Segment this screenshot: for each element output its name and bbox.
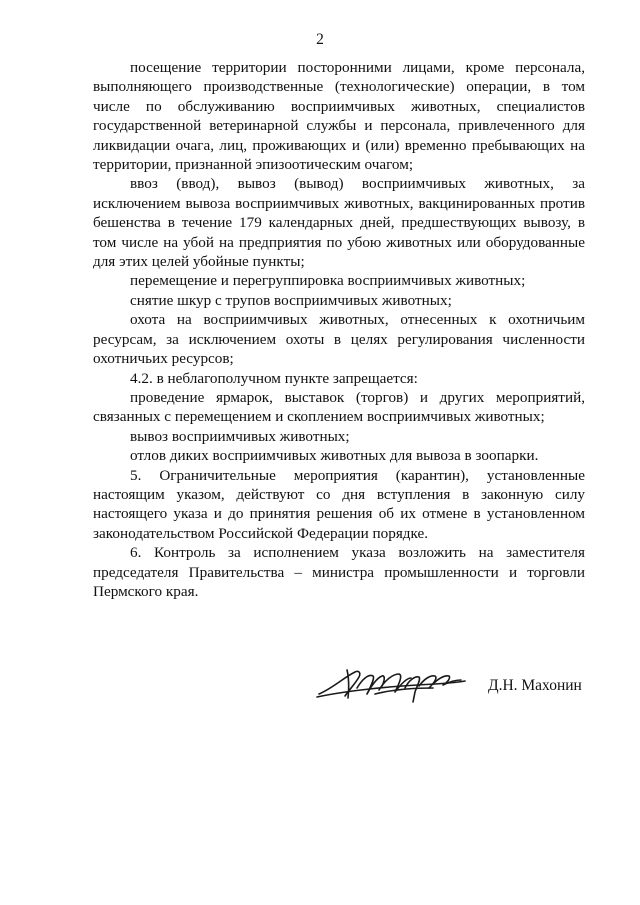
handwritten-signature xyxy=(315,664,470,708)
paragraph-regrouping-ban: перемещение и перегруппировка восприимчивых животных; xyxy=(130,272,526,290)
decree-body xyxy=(93,58,585,601)
signature-block xyxy=(0,664,640,712)
page-number: 2 xyxy=(316,31,324,48)
paragraph-export-ban: вывоз восприимчивых животных; xyxy=(130,427,350,445)
paragraph-capture-ban: отлов диких восприимчивых животных для вывоза в зоопарки. xyxy=(130,447,539,465)
paragraph-item-4-2: 4.2. в неблагополучном пункте запрещается: xyxy=(130,369,418,387)
paragraph-skinning-ban: снятие шкур с трупов восприимчивых животных; xyxy=(130,291,452,309)
paragraph-item-6: 6. Контроль за исполнением указа возложить на заместителя председателя Правительства – министра промышленности и торговли Пермского края. xyxy=(93,544,585,600)
paragraph-import-export-ban: ввоз (ввод), вывоз (вывод) восприимчивых животных, за исключением вывоза восприимчивых животных, вакцинированных против бешенства в течение 179 календарных дней, предшествующих вывозу, в том числе на убой на предприятия по убою животных или оборудованные для этих целей убойные пункты; xyxy=(93,175,585,271)
paragraph-item-5: 5. Ограничительные мероприятия (карантин), установленные настоящим указом, действуют со дня вступления в законную силу настоящего указа и до принятия решения об их отмене в установленном законодательством Российской Федерации порядке. xyxy=(93,466,585,542)
paragraph-visit-ban: посещение территории посторонними лицами, кроме персонала, выполняющего производственные (технологические) операции, в том числе по обслуживанию восприимчивых животных, специалистов государственной ветеринарной службы и персонала, привлеченного для ликвидации очага, лиц, проживающих и (или) временно пребывающих на территории, признанной эпизоотическим очагом; xyxy=(93,59,585,174)
paragraph-fairs-ban: проведение ярмарок, выставок (торгов) и других мероприятий, связанных с перемещением и скоплением восприимчивых животных; xyxy=(93,388,585,426)
signer-name: Д.Н. Махонин xyxy=(488,677,582,694)
paragraph-hunting-ban: охота на восприимчивых животных, отнесенных к охотничьим ресурсам, за исключением охоты в целях регулирования численности охотничьих ресурсов; xyxy=(93,311,585,368)
